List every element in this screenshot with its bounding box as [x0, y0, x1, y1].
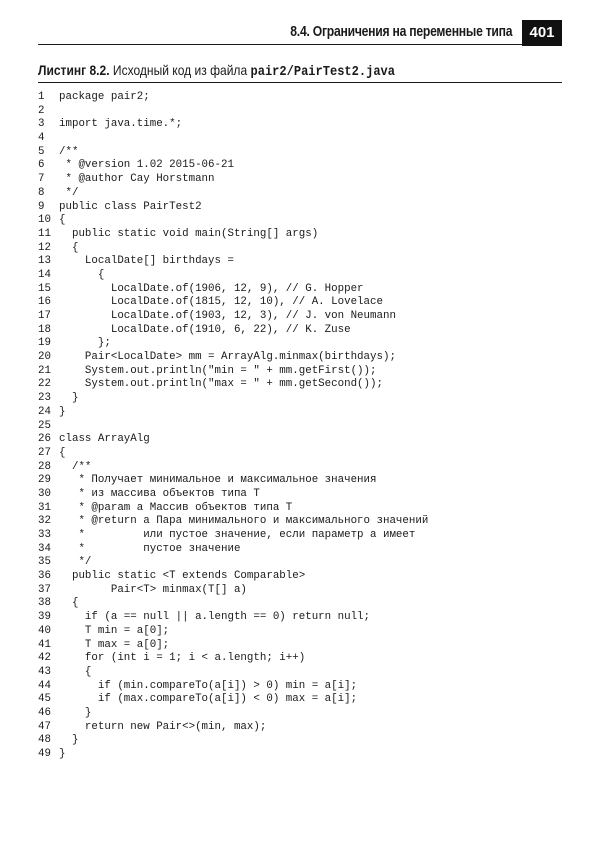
code-text: public class PairTest2 [59, 200, 202, 213]
line-number: 18 [38, 323, 51, 336]
code-line [38, 378, 562, 392]
code-text: * @author Cay Horstmann [59, 173, 215, 186]
code-text: * @version 1.02 2015-06-21 [59, 159, 234, 172]
code-text: return new Pair<>(min, max); [59, 720, 267, 733]
code-line [38, 556, 562, 570]
line-number: 22 [38, 378, 51, 391]
code-line [38, 406, 562, 420]
code-line [38, 515, 562, 529]
code-text: } [59, 392, 79, 405]
listing-filename: pair2/PairTest2.java [250, 64, 396, 80]
line-number: 28 [38, 460, 51, 473]
code-text: { [59, 214, 66, 227]
code-text: LocalDate.of(1910, 6, 22), // K. Zuse [59, 323, 351, 336]
line-number: 43 [38, 665, 51, 678]
code-line [38, 105, 562, 119]
line-number: 21 [38, 364, 51, 377]
code-line [38, 146, 562, 160]
code-text: { [59, 446, 66, 459]
code-text: * @return a Пара минимального и максимального значений [59, 515, 429, 528]
code-line [38, 365, 562, 379]
line-number: 49 [38, 748, 51, 760]
line-number: 16 [38, 296, 51, 309]
code-text: } [59, 706, 92, 719]
code-line [38, 118, 562, 132]
code-line [38, 433, 562, 447]
code-text: LocalDate.of(1906, 12, 9), // G. Hopper [59, 282, 364, 295]
listing-label: Листинг 8.2. [38, 62, 110, 78]
line-number: 40 [38, 624, 51, 637]
code-line [38, 324, 562, 338]
code-line [38, 707, 562, 721]
code-line [38, 584, 562, 598]
line-number: 20 [38, 351, 51, 364]
line-number: 10 [38, 214, 51, 227]
code-line [38, 214, 562, 228]
code-line [38, 748, 562, 762]
code-line [38, 91, 562, 105]
code-text: * пустое значение [59, 542, 241, 555]
line-number: 8 [38, 186, 45, 199]
code-line [38, 420, 562, 434]
line-number: 29 [38, 474, 51, 487]
line-number: 46 [38, 706, 51, 719]
code-text: * Получает минимальное и максимальное значения [59, 474, 377, 487]
code-text: Pair<T> minmax(T[] a) [59, 583, 247, 596]
code-line [38, 474, 562, 488]
code-text: for (int i = 1; i < a.length; i++) [59, 652, 306, 665]
line-number: 37 [38, 583, 51, 596]
listing-caption-text: Исходный код из файла [109, 62, 251, 78]
code-line [38, 242, 562, 256]
code-line [38, 132, 562, 146]
code-text: LocalDate.of(1815, 12, 10), // A. Lovelace [59, 296, 383, 309]
header-divider [38, 44, 522, 45]
code-line [38, 639, 562, 653]
line-number: 36 [38, 570, 51, 583]
line-number: 7 [38, 173, 45, 186]
code-text: package pair2; [59, 91, 150, 103]
code-text: if (max.compareTo(a[i]) < 0) max = a[i]; [59, 693, 358, 706]
code-line [38, 652, 562, 666]
code-line [38, 570, 562, 584]
line-number: 26 [38, 433, 51, 446]
line-number: 30 [38, 487, 51, 500]
line-number: 12 [38, 241, 51, 254]
line-number: 3 [38, 118, 45, 131]
line-number: 45 [38, 693, 51, 706]
code-text: /** [59, 145, 79, 158]
code-text: Pair<LocalDate> mm = ArrayAlg.minmax(birthdays); [59, 351, 396, 364]
line-number: 4 [38, 132, 45, 145]
code-line [38, 337, 562, 351]
code-line [38, 351, 562, 365]
code-line [38, 597, 562, 611]
code-line [38, 187, 562, 201]
code-line [38, 283, 562, 297]
page-number: 401 [522, 20, 562, 46]
code-text: */ [59, 186, 79, 199]
line-number: 19 [38, 337, 51, 350]
line-number: 39 [38, 611, 51, 624]
line-number: 38 [38, 597, 51, 610]
code-listing [38, 91, 562, 762]
code-line [38, 392, 562, 406]
code-text: LocalDate.of(1903, 12, 3), // J. von Neumann [59, 310, 396, 322]
line-number: 13 [38, 255, 51, 268]
code-text: public static <T extends Comparable> [59, 570, 306, 583]
code-line [38, 461, 562, 475]
code-line [38, 447, 562, 461]
code-line [38, 666, 562, 680]
line-number: 23 [38, 392, 51, 405]
code-text: System.out.println("min = " + mm.getFirst()); [59, 364, 377, 377]
line-number: 1 [38, 91, 45, 103]
line-number: 32 [38, 515, 51, 528]
code-line [38, 228, 562, 242]
line-number: 27 [38, 446, 51, 459]
code-line [38, 611, 562, 625]
code-text: if (min.compareTo(a[i]) > 0) min = a[i]; [59, 679, 358, 692]
code-text: */ [59, 556, 92, 569]
code-text: * или пустое значение, если параметр a имеет [59, 529, 416, 541]
code-line [38, 488, 562, 502]
line-number: 42 [38, 652, 51, 665]
code-text: LocalDate[] birthdays = [59, 255, 234, 268]
code-text: import java.time.*; [59, 118, 183, 131]
page-header [38, 20, 562, 46]
code-line [38, 296, 562, 310]
line-number: 41 [38, 638, 51, 651]
code-text: }; [59, 337, 111, 350]
code-text: } [59, 748, 66, 760]
code-line [38, 625, 562, 639]
listing-caption [38, 62, 395, 80]
caption-divider [38, 82, 562, 83]
code-text: * из массива объектов типа T [59, 487, 260, 500]
code-line [38, 529, 562, 543]
line-number: 47 [38, 720, 51, 733]
code-text: System.out.println("max = " + mm.getSecond()); [59, 378, 383, 391]
section-title: 8.4. Ограничения на переменные типа [289, 24, 512, 40]
code-text: public static void main(String[] args) [59, 227, 319, 240]
code-text: T max = a[0]; [59, 638, 170, 651]
code-text: { [59, 597, 79, 610]
line-number: 31 [38, 501, 51, 514]
line-number: 15 [38, 282, 51, 295]
code-line [38, 159, 562, 173]
line-number: 48 [38, 734, 51, 747]
code-line [38, 269, 562, 283]
code-line [38, 721, 562, 735]
code-text: /** [59, 460, 92, 473]
line-number: 24 [38, 405, 51, 418]
line-number: 25 [38, 419, 51, 432]
code-text: if (a == null || a.length == 0) return null; [59, 611, 371, 624]
line-number: 33 [38, 529, 51, 541]
code-text: { [59, 241, 79, 254]
code-line [38, 734, 562, 748]
line-number: 14 [38, 268, 51, 281]
line-number: 11 [38, 227, 51, 240]
code-text: } [59, 734, 79, 747]
code-line [38, 201, 562, 215]
code-line [38, 310, 562, 324]
code-text: T min = a[0]; [59, 624, 170, 637]
line-number: 35 [38, 556, 51, 569]
code-line [38, 543, 562, 557]
code-text: { [59, 268, 105, 281]
code-line [38, 255, 562, 269]
line-number: 6 [38, 159, 45, 172]
line-number: 17 [38, 310, 51, 322]
code-text: } [59, 405, 66, 418]
code-line [38, 693, 562, 707]
line-number: 9 [38, 200, 45, 213]
line-number: 44 [38, 679, 51, 692]
code-line [38, 173, 562, 187]
code-text: { [59, 665, 92, 678]
line-number: 5 [38, 145, 45, 158]
line-number: 2 [38, 104, 45, 117]
code-line [38, 680, 562, 694]
line-number: 34 [38, 542, 51, 555]
code-text: class ArrayAlg [59, 433, 150, 446]
code-line [38, 502, 562, 516]
code-text: * @param a Массив объектов типа T [59, 501, 293, 514]
